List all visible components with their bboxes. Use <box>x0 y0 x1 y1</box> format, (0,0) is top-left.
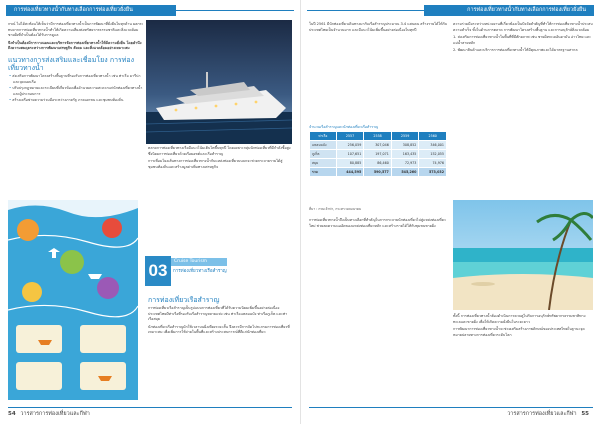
paragraph: การท่องเที่ยวทางน้ำจึงเป็นทางเลือกที่สำคัญในการกระจายนักท่องเที่ยวไปสู่แหล่งท่องเที่ยวใหม่ ช่วยลดความแออัดของแหล่งท่องเที่ยวหลัก และสร้างรายได้ให้กับชุมชนชายฝั่ง <box>309 218 446 228</box>
right-col2-bottom <box>453 314 593 340</box>
paragraph: ตลาดการท่องเที่ยวทางเรือมีแนวโน้มเติบโตขึ้นทุกปี โดยเฉพาะกลุ่มนักท่องเที่ยวที่มีกำลังซื้อสูง ซึ่งนิยมการท่องเที่ยวด้วยเรือยอชต์และเรือสำราญ <box>148 146 291 156</box>
bullet-item: • ปรับปรุงกฎหมายและระเบียบที่เกี่ยวข้องเพื่ออำนวยความสะดวกแก่นักท่องเที่ยวทางน้ำ และผู้ประกอบการ <box>8 86 144 97</box>
table-cell: 197,071 <box>364 150 392 159</box>
section-title: การท่องเที่ยวทางเรือสำราญ <box>173 269 227 274</box>
section-tag: Cruise Tourism <box>171 258 227 266</box>
paragraph: การท่องเที่ยวเรือสำราญเป็นรูปแบบการท่องเที่ยวที่ได้รับความนิยมเพิ่มขึ้นอย่างต่อเนื่อง ประเทศไทยมีท่าเรือที่รองรับเรือสำราญหลายแห่ง เช่น ท่าเรือแหลมฉบัง ท่าเรือภูเก็ต และท่าเรือสมุย <box>148 306 288 322</box>
paragraph: การพัฒนาการท่องเที่ยวทางน้ำจะช่วยเสริมสร้างภาพลักษณ์ของประเทศไทยในฐานะจุดหมายปลายทางการท่องเที่ยวระดับโลก <box>453 327 585 337</box>
table-cell: 307,046 <box>364 141 392 150</box>
paragraph: การเชื่อมโยงเส้นทางการท่องเที่ยวทางน้ำกับแหล่งท่องเที่ยวบนบกจะช่วยกระจายรายได้สู่ชุมชนท้องถิ่นและสร้างมูลค่าเพิ่มทางเศรษฐกิจ <box>148 159 283 169</box>
footer-title: วารสารการท่องเที่ยวและกีฬา <box>507 411 577 417</box>
section-heading: การท่องเที่ยวเรือสำราญ <box>148 296 220 304</box>
table-header: 2557 <box>336 132 364 141</box>
table-row <box>310 150 447 159</box>
yacht-photo <box>146 20 292 144</box>
left-header: การท่องเที่ยวทางน้ำกับทางเลือกการท่องเที่ยวยั่งยืน <box>6 5 176 16</box>
left-footer <box>8 410 90 418</box>
table-cell: 256,059 <box>336 141 364 150</box>
table-cell: 72,973 <box>391 159 419 168</box>
table-total-row <box>310 168 447 177</box>
table-cell: 573,032 <box>419 168 447 177</box>
page-number: 54 <box>8 411 16 417</box>
paragraph: ความร่วมมือระหว่างหน่วยงานที่เกี่ยวข้องเป็นปัจจัยสำคัญที่ทำให้การท่องเที่ยวทางน้ำประสบความสำเร็จ ทั้งในด้านการตลาด การพัฒนาโครงสร้างพื้นฐาน และการอนุรักษ์สิ่งแวดล้อม <box>453 22 593 32</box>
footer-rule <box>309 407 593 408</box>
table-header: 2560 <box>419 132 447 141</box>
table-cell: 74,976 <box>419 159 447 168</box>
table-row <box>310 141 447 150</box>
table-cell: 308,852 <box>391 141 419 150</box>
right-col1 <box>309 22 447 35</box>
right-page <box>300 0 600 424</box>
paragraph: ทั้งนี้ การท่องเที่ยวทางน้ำต้องดำเนินการควบคู่ไปกับการอนุรักษ์ทรัพยากรธรรมชาติทางทะเลและชายฝั่ง เพื่อให้เกิดความยั่งยืนในระยะยาว <box>453 314 586 324</box>
beach-photo <box>453 200 593 310</box>
table-caption: จำนวนเรือสำราญและนักท่องเที่ยวเรือสำราญ <box>309 125 379 129</box>
table-cell: 80,885 <box>336 159 364 168</box>
paragraph: กรณ์ ไม่ได้สะท้อนให้เห็นว่ามีการท่องเที่ยวทางน้ำเป็นการพัฒนาที่ยั่งยืนในทุกด้าน ผลกระทบจากการท่องเที่ยวทางน้ำทำให้เกิดความเสี่ยงต่อทรัพยากรธรรมชาติและสิ่งแวดล้อมชายฝั่งที่จำเป็นต้องได้รับการดูแล <box>8 22 144 38</box>
section-number: 03 <box>145 256 171 286</box>
footer-title: วารสารการท่องเที่ยวและกีฬา <box>20 411 90 417</box>
left-col1 <box>8 22 144 105</box>
table-cell: ภูเก็ต <box>310 150 337 159</box>
paragraph: นักท่องเที่ยวเรือสำราญมักใช้เวลาบนฝั่งเพียงระยะสั้น จึงควรมีการจัดโปรแกรมการท่องเที่ยวที่เหมาะสม เพื่อเพิ่มการใช้จ่ายในพื้นที่และสร้างประสบการณ์ที่ดีแก่นักท่องเที่ยว <box>148 324 290 335</box>
right-header-rule <box>307 10 425 11</box>
table-header: 2559 <box>391 132 419 141</box>
table-row <box>310 159 447 168</box>
page-number: 55 <box>581 411 589 417</box>
table-cell: 86,460 <box>364 159 392 168</box>
table-header: 2558 <box>364 132 392 141</box>
table-note: ที่มา : กรมเจ้าท่า, กระทรวงคมนาคม <box>309 207 362 211</box>
table-cell: 590,577 <box>364 168 392 177</box>
right-footer <box>507 410 592 418</box>
footer-rule <box>8 407 292 408</box>
paragraph: 1. ส่งเสริมการท่องเที่ยวทางน้ำในพื้นที่ที่มีศักยภาพ เช่น ชายฝั่งทะเลอันดามัน อ่าวไทย และแม่น้ำสายหลัก <box>453 35 592 45</box>
table-cell: รวม <box>310 168 337 177</box>
left-col2-bottom <box>148 292 292 338</box>
table-cell: 346,001 <box>419 141 447 150</box>
table-cell: 107,651 <box>336 150 364 159</box>
table-cell: 444,595 <box>336 168 364 177</box>
paragraph: ในปี 2561 มีนักท่องเที่ยวเดินทางมากับเรือสำราญประมาณ 3.4 แสนคน สร้างรายได้ให้กับประเทศไทยเป็นจำนวนมาก และมีแนวโน้มเพิ่มขึ้นอย่างต่อเนื่องในทุกปี <box>309 22 447 32</box>
right-header: การท่องเที่ยวทางน้ำกับทางเลือกการท่องเที่ยวยั่งยืน <box>424 5 594 16</box>
right-col1-bottom <box>309 218 447 231</box>
paragraph: จึงจำเป็นต้องมีการวางแผนและบริหารจัดการท่องเที่ยวทางน้ำให้มีความยั่งยืน โดยคำนึงถึงความสมดุลระหว่างการพัฒนาเศรษฐกิจ สังคม และสิ่งแวดล้อมอย่างเหมาะสม <box>8 40 142 51</box>
left-col2 <box>148 146 292 172</box>
section-heading: แนวทางการส่งเสริมและเชื่อมโยง การท่องเที่ยวทางน้ำ <box>8 55 135 72</box>
table-cell: 152,055 <box>419 150 447 159</box>
table-cell: สมุย <box>310 159 337 168</box>
table-header: ท่าเรือ <box>310 132 337 141</box>
cruise-stats-table <box>309 131 447 177</box>
right-col2 <box>453 22 593 56</box>
table-cell: แหลมฉบัง <box>310 141 337 150</box>
bullet-item: • ส่งเสริมการพัฒนาโครงสร้างพื้นฐานที่รองรับการท่องเที่ยวทางน้ำ เช่น ท่าเรือ มารีน่า และจุดจอดเรือ <box>8 74 144 85</box>
table-cell: 163,435 <box>391 150 419 159</box>
waterway-infographic <box>8 200 138 400</box>
left-header-rule <box>176 10 294 11</box>
bullet-item: • สร้างเครือข่ายความร่วมมือระหว่างภาครัฐ ภาคเอกชน และชุมชนท้องถิ่น <box>8 98 144 104</box>
section-number-box <box>145 256 227 290</box>
table-header-row <box>310 132 447 141</box>
table-cell: 545,260 <box>391 168 419 177</box>
paragraph: 2. พัฒนาสินค้าและบริการการท่องเที่ยวทางน้ำให้มีคุณภาพและได้มาตรฐานสากล <box>453 48 578 53</box>
